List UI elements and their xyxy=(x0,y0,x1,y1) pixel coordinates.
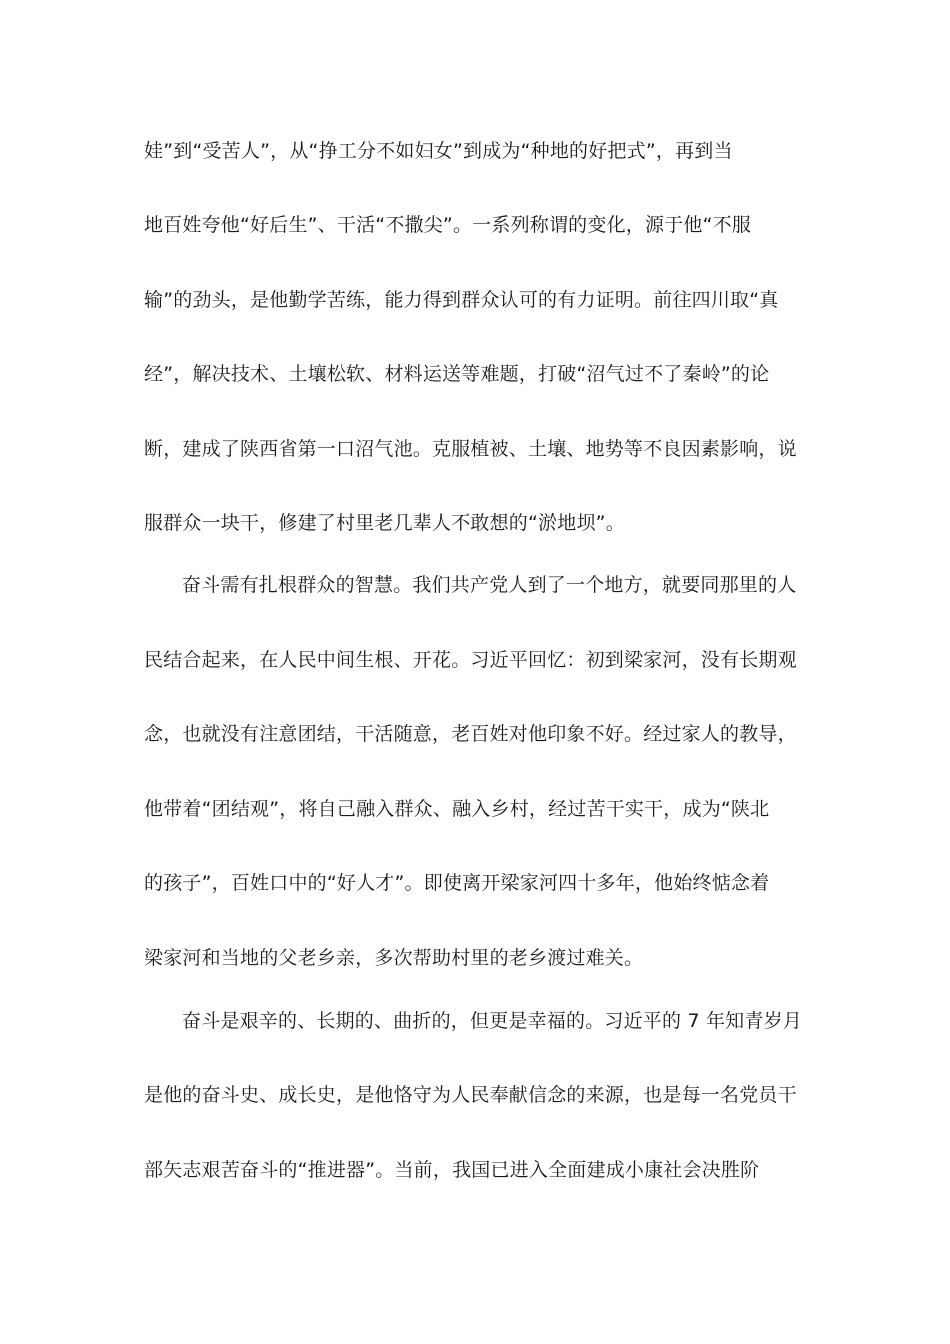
paragraph-line: 部矢志艰苦奋斗的“推进器”。当前，我国已进入全面建成小康社会决胜阶 xyxy=(144,1159,760,1181)
paragraph-line: 是他的奋斗史、成长史，是他恪守为人民奉献信念的来源，也是每一名党员干 xyxy=(144,1084,797,1106)
paragraph-line: 地百姓夸他“好后生”、干活“不撒尖”。一系列称谓的变化，源于他“不服 xyxy=(144,214,752,236)
paragraph-line: 的孩子”，百姓口中的“好人才”。即使离开梁家河四十多年，他始终惦念着 xyxy=(144,872,770,894)
paragraph-line: 梁家河和当地的父老乡亲，多次帮助村里的老乡渡过难关。 xyxy=(144,947,644,969)
paragraph-line: 服群众一块干，修建了村里老几辈人不敢想的“淤地坝”。 xyxy=(144,512,625,534)
paragraph-line: 民结合起来，在人民中间生根、开花。习近平回忆：初到梁家河，没有长期观 xyxy=(144,649,797,671)
paragraph-line: 经”，解决技术、土壤松软、材料运送等难题，打破“沼气过不了秦岭”的论 xyxy=(144,363,770,385)
paragraph-line: 输”的劲头，是他勤学苦练，能力得到群众认可的有力证明。前往四川取“真 xyxy=(144,289,779,311)
paragraph-line: 念，也就没有注意团结，干活随意，老百姓对他印象不好。经过家人的教导， xyxy=(144,723,797,745)
paragraph-line: 娃”到“受苦人”，从“挣工分不如妇女”到成为“种地的好把式”，再到当 xyxy=(144,140,733,162)
paragraph-line: 奋斗是艰辛的、长期的、曲折的，但更是幸福的。习近平的 7 年知青岁月 xyxy=(182,1010,802,1032)
paragraph-line: 奋斗需有扎根群众的智慧。我们共产党人到了一个地方，就要同那里的人 xyxy=(182,574,797,596)
paragraph-line: 他带着“团结观”，将自己融入群众、融入乡村，经过苦干实干，成为“陕北 xyxy=(144,798,770,820)
paragraph-line: 断，建成了陕西省第一口沼气池。克服植被、土壤、地势等不良因素影响，说 xyxy=(144,438,797,460)
